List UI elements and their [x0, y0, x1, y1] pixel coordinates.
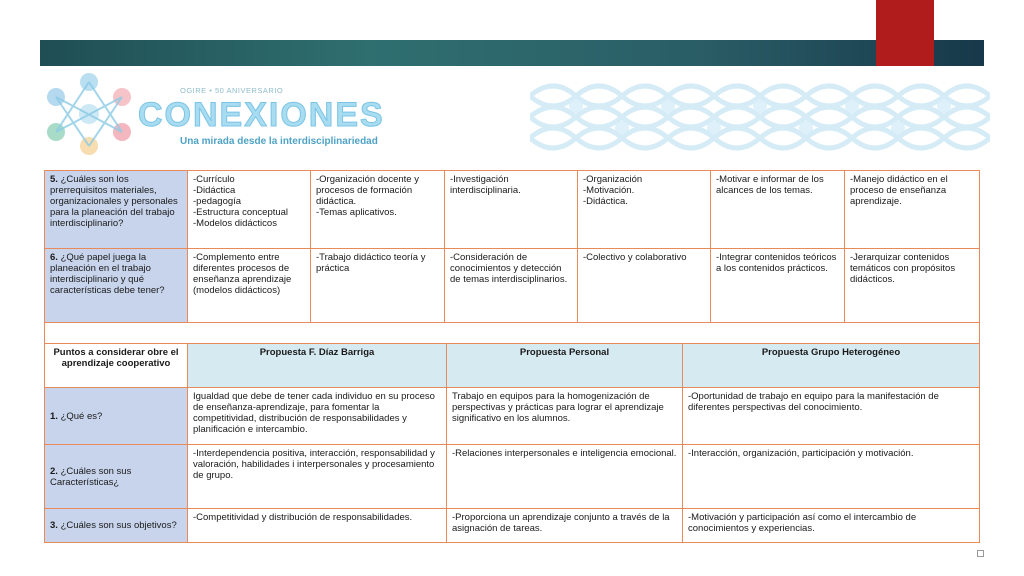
question-text: ¿Qué papel juega la planeación en el trabajo interdisciplinario y qué características debe tener?	[50, 252, 165, 296]
table-cell: -Oportunidad de trabajo en equipo para la manifestación de diferentes perspectivas del conocimiento.	[683, 388, 980, 445]
question-cell-3	[45, 509, 188, 543]
conexiones-logo-mark-icon	[42, 72, 136, 156]
logo-anniversary-text: OGIRE • 50 ANIVERSARIO	[180, 86, 284, 95]
table-cell: -Organización -Motivación. -Didáctica.	[578, 171, 711, 249]
logo-title: CONEXIONES	[138, 96, 385, 134]
table-row	[45, 249, 980, 323]
column-header: Propuesta Personal	[447, 344, 683, 388]
question-cell-5	[45, 171, 188, 249]
top-banner-bar	[40, 40, 984, 66]
table-cell: -Motivar e informar de los alcances de los temas.	[711, 171, 845, 249]
question-cell-2	[45, 445, 188, 509]
table-cell: Trabajo en equipos para la homogenización de perspectivas y prácticas para lograr el aprendizaje significativo en los alumnos.	[447, 388, 683, 445]
decorative-pattern	[530, 76, 990, 158]
table-cell: -Jerarquizar contenidos temáticos con propósitos didácticos.	[845, 249, 980, 323]
table-cell: -Motivación y participación así como el intercambio de conocimientos y experiencias.	[683, 509, 980, 543]
question-cell-1	[45, 388, 188, 445]
content-tables	[44, 170, 979, 543]
column-header: Propuesta Grupo Heterogéneo	[683, 344, 980, 388]
question-number: 5.	[50, 174, 58, 185]
table-row	[45, 388, 980, 445]
table-cell: -Organización docente y procesos de formación didáctica. -Temas aplicativos.	[311, 171, 445, 249]
table-cell: -Trabajo didáctico teoría y práctica	[311, 249, 445, 323]
table-header-row	[45, 344, 980, 388]
planning-table	[44, 170, 980, 344]
question-number: 3.	[50, 520, 58, 531]
table-cell: Igualdad que debe de tener cada individuo en su proceso de enseñanza-aprendizaje, para fomentar la competitividad, distribución de responsabilidades y planificación e intercambio.	[188, 388, 447, 445]
table-cell: -Interdependencia positiva, interacción, responsabilidad y valoración, habilidades i interpersonales y procesamiento de grupo.	[188, 445, 447, 509]
resize-handle-icon[interactable]	[977, 550, 984, 557]
table-cell: -Investigación interdisciplinaria.	[445, 171, 578, 249]
column-header: Puntos a considerar obre el aprendizaje cooperativo	[45, 344, 188, 388]
table-spacer-row	[45, 323, 980, 344]
table-cell: -Complemento entre diferentes procesos de enseñanza aprendizaje (modelos didácticos)	[188, 249, 311, 323]
question-number: 2.	[50, 465, 58, 477]
table-cell: -Competitividad y distribución de responsabilidades.	[188, 509, 447, 543]
question-text: ¿Cuáles son los prerrequisitos materiales, organizacionales y personales para la planeación del trabajo interdisciplinario?	[50, 174, 178, 229]
table-cell: -Interacción, organización, participación y motivación.	[683, 445, 980, 509]
question-number: 1.	[50, 410, 58, 422]
table-row	[45, 509, 980, 543]
question-text: ¿Cuáles son sus objetivos?	[57, 520, 177, 531]
table-cell: -Integrar contenidos teóricos a los contenidos prácticos.	[711, 249, 845, 323]
question-text: ¿Qué es?	[57, 410, 103, 422]
table-cell: -Currículo -Didáctica -pedagogía -Estructura conceptual -Modelos didácticos	[188, 171, 311, 249]
table-cell: -Proporciona un aprendizaje conjunto a través de la asignación de tareas.	[447, 509, 683, 543]
table-row	[45, 445, 980, 509]
conexiones-logo	[40, 68, 440, 168]
table-cell: -Consideración de conocimientos y detección de temas interdisciplinarios.	[445, 249, 578, 323]
question-text: ¿Cuáles son sus Características¿	[50, 465, 132, 488]
red-accent-tab	[876, 0, 934, 66]
cooperative-learning-table	[44, 343, 980, 543]
spacer-cell	[45, 323, 980, 344]
table-cell: -Colectivo y colaborativo	[578, 249, 711, 323]
table-row	[45, 171, 980, 249]
column-header: Propuesta F. Díaz Barriga	[188, 344, 447, 388]
logo-subtitle: Una mirada desde la interdisciplinariedad	[180, 136, 378, 147]
question-cell-6	[45, 249, 188, 323]
table-cell: -Manejo didáctico en el proceso de enseñanza aprendizaje.	[845, 171, 980, 249]
table-cell: -Relaciones interpersonales e inteligencia emocional.	[447, 445, 683, 509]
question-number: 6.	[50, 252, 58, 263]
